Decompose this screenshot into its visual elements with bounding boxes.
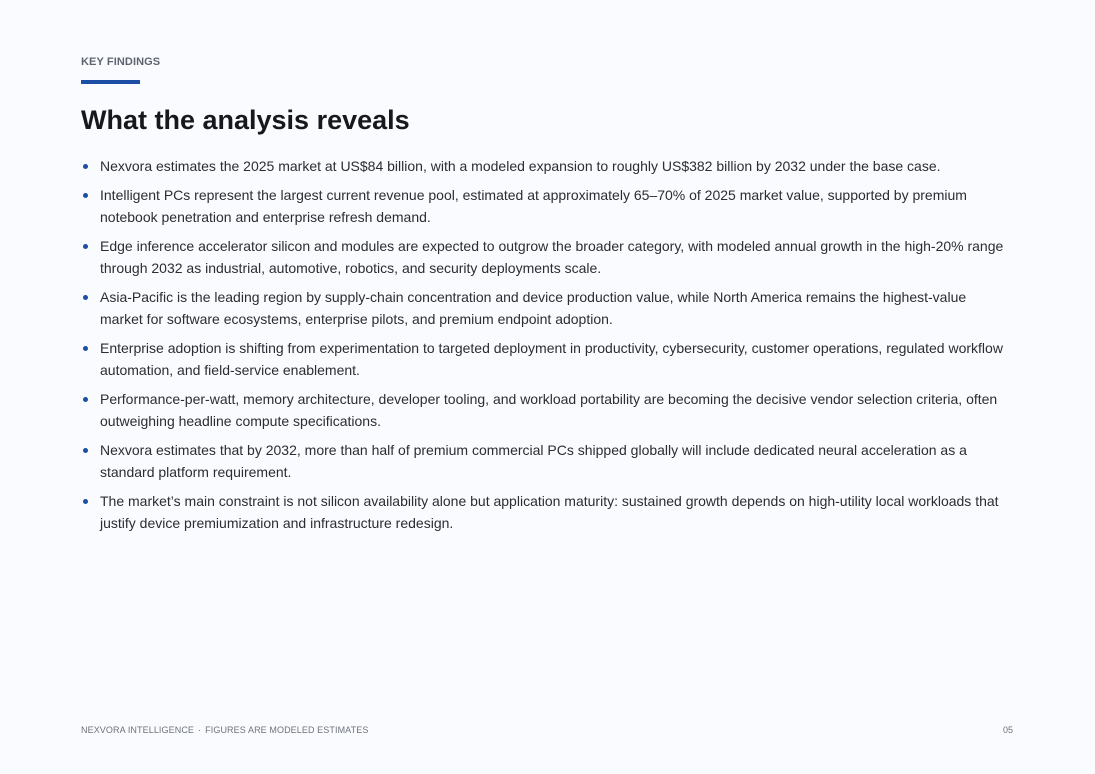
finding-item [81, 490, 1011, 534]
footer-note: FIGURES ARE MODELED ESTIMATES [205, 725, 369, 735]
bullet-icon [83, 499, 88, 504]
bullet-icon [83, 193, 88, 198]
accent-divider [81, 80, 140, 84]
footer-caption [81, 725, 368, 736]
finding-text: Nexvora estimates that by 2032, more than half of premium commercial PCs shipped globally will include dedicated neural acceleration as a standard platform requirement. [100, 442, 967, 480]
page-number: 05 [1002, 725, 1013, 735]
section-eyebrow: KEY FINDINGS [81, 56, 161, 68]
finding-text: The market’s main constraint is not silicon availability alone but application maturity: sustained growth depends on high-utility local workloads that justify device premiumization and infrastructure redesign. [100, 493, 999, 531]
finding-item [81, 439, 1011, 483]
finding-item [81, 337, 1011, 381]
page-title: What the analysis reveals [81, 105, 410, 135]
bullet-icon [83, 244, 88, 249]
finding-item [81, 235, 1011, 279]
finding-text: Performance-per-watt, memory architecture, developer tooling, and workload portability are becoming the decisive vendor selection criteria, often outweighing headline compute specifications. [100, 391, 998, 429]
bullet-icon [83, 397, 88, 402]
bullet-icon [83, 448, 88, 453]
finding-item [81, 184, 1011, 228]
finding-text: Enterprise adoption is shifting from experimentation to targeted deployment in productivity, cybersecurity, customer operations, regulated workflow automation, and field-service enablement. [100, 340, 1003, 378]
footer-brand: NEXVORA INTELLIGENCE [81, 725, 195, 735]
footer-separator: · [198, 725, 202, 735]
finding-text: Asia-Pacific is the leading region by supply-chain concentration and device production value, while North America remains the highest-value market for software ecosystems, enterprise pilots, and premium endpoint adoption. [100, 289, 967, 327]
finding-item [81, 388, 1011, 432]
bullet-icon [83, 295, 88, 300]
bullet-icon [83, 164, 88, 169]
finding-item [81, 286, 1011, 330]
finding-item [81, 155, 1011, 177]
finding-text: Nexvora estimates the 2025 market at US$84 billion, with a modeled expansion to roughly US$382 billion by 2032 under the base case. [100, 158, 941, 174]
findings-list [81, 155, 1011, 541]
finding-text: Edge inference accelerator silicon and modules are expected to outgrow the broader category, with modeled annual growth in the high-20% range through 2032 as industrial, automotive, robotics, and security deployments scale. [100, 238, 1004, 276]
bullet-icon [83, 346, 88, 351]
finding-text: Intelligent PCs represent the largest current revenue pool, estimated at approximately 65–70% of 2025 market value, supported by premium notebook penetration and enterprise refresh demand. [100, 187, 967, 225]
